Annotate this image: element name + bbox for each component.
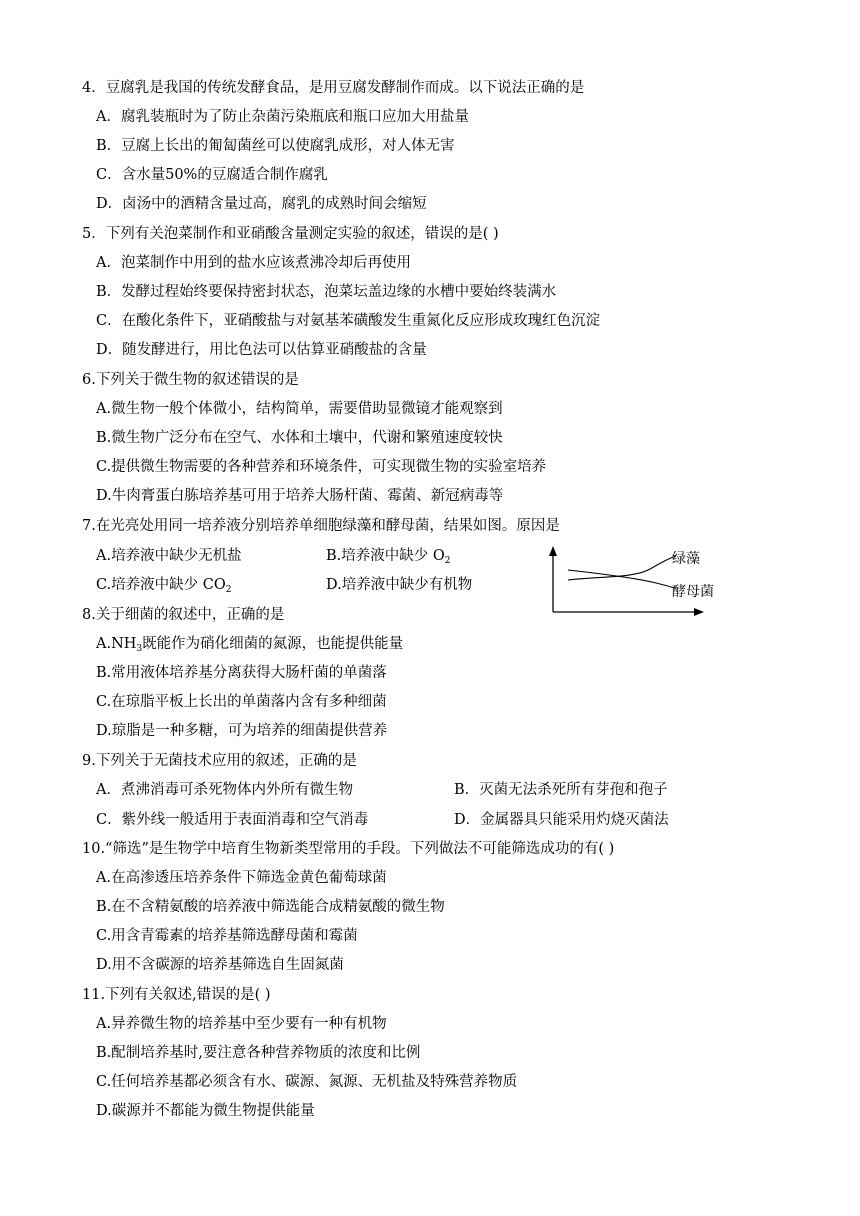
graph-label-green-algae: 绿藻 (672, 551, 700, 567)
growth-graph (544, 546, 734, 616)
question-8-option-a: $A.NH_3$既能作为硝化细菌的氮源，也能提供能量 (96, 636, 404, 654)
question-6-option-a: A.微生物一般个体微小，结构简单，需要借助显微镜才能观察到 (96, 401, 503, 417)
graph-x-arrow (694, 608, 704, 616)
question-7-option-b: B.培养液中缺少 $O_2$ (326, 548, 451, 566)
question-7-option-a: A.培养液中缺少无机盐 (96, 548, 242, 564)
question-6-option-b: B.微生物广泛分布在空气、水体和土壤中，代谢和繁殖速度较快 (96, 430, 503, 446)
question-11-option-a: A.异养微生物的培养基中至少要有一种有机物 (96, 1016, 387, 1032)
question-9-option-a: A．煮沸消毒可杀死物体内外所有微生物 (96, 782, 353, 798)
question-10-option-b: B.在不含精氨酸的培养液中筛选能合成精氨酸的微生物 (96, 899, 445, 915)
question-10-option-d: D.用不含碳源的培养基筛选自生固氮菌 (96, 957, 344, 973)
question-10-option-a: A.在高渗透压培养条件下筛选金黄色葡萄球菌 (96, 870, 387, 886)
question-9-stem: 9.下列关于无菌技术应用的叙述，正确的是 (82, 753, 357, 769)
question-5-option-d: D．随发酵进行，用比色法可以估算亚硝酸盐的含量 (96, 342, 427, 358)
question-4-option-d: D．卤汤中的酒精含量过高，腐乳的成熟时间会缩短 (96, 196, 427, 212)
graph-y-arrow (549, 546, 557, 556)
question-8-option-b: B.常用液体培养基分离获得大肠杆菌的单菌落 (96, 665, 387, 681)
question-5-stem: 5．下列有关泡菜制作和亚硝酸含量测定实验的叙述，错误的是( ) (82, 226, 499, 242)
question-11-option-b: B.配制培养基时,要注意各种营养物质的浓度和比例 (96, 1045, 421, 1061)
question-9-option-c: C．紫外线一般适用于表面消毒和空气消毒 (96, 812, 369, 828)
question-4-stem: 4．豆腐乳是我国的传统发酵食品，是用豆腐发酵制作而成。以下说法正确的是 (82, 80, 585, 96)
question-6-option-d: D.牛肉膏蛋白胨培养基可用于培养大肠杆菌、霉菌、新冠病毒等 (96, 488, 504, 504)
question-9-option-d: D．金属器具只能采用灼烧灭菌法 (454, 812, 669, 828)
question-4-option-b: B．豆腐上长出的匍匐菌丝可以使腐乳成形，对人体无害 (96, 138, 455, 154)
question-4-option-a: A．腐乳装瓶时为了防止杂菌污染瓶底和瓶口应加大用盐量 (96, 109, 469, 125)
question-7-stem: 7.在光亮处用同一培养液分别培养单细胞绿藻和酵母菌，结果如图。原因是 (82, 518, 560, 534)
question-6-option-c: C.提供微生物需要的各种营养和环境条件，可实现微生物的实验室培养 (96, 459, 547, 475)
question-11-option-d: D.碳源并不都能为微生物提供能量 (96, 1103, 315, 1119)
question-5-option-b: B．发酵过程始终要保持密封状态，泡菜坛盖边缘的水槽中要始终装满水 (96, 284, 557, 300)
question-10-option-c: C.用含青霉素的培养基筛选酵母菌和霉菌 (96, 928, 358, 944)
question-8-option-c: C.在琼脂平板上长出的单菌落内含有多种细菌 (96, 694, 387, 710)
question-5-option-a: A．泡菜制作中用到的盐水应该煮沸冷却后再使用 (96, 255, 411, 271)
question-11-stem: 11.下列有关叙述,错误的是( ) (82, 987, 271, 1003)
question-11-option-c: C.任何培养基都必须含有水、碳源、氮源、无机盐及特殊营养物质 (96, 1074, 518, 1090)
question-4-option-c: C．含水量50%的豆腐适合制作腐乳 (96, 167, 328, 183)
question-6-stem: 6.下列关于微生物的叙述错误的是 (82, 372, 299, 388)
question-8-stem: 8.关于细菌的叙述中，正确的是 (82, 607, 285, 623)
question-10-stem: 10.“筛选”是生物学中培育生物新类型常用的手段。下列做法不可能筛选成功的有( ) (82, 841, 615, 857)
question-8-option-d: D.琼脂是一种多糖，可为培养的细菌提供营养 (96, 723, 388, 739)
question-7-option-c: C.培养液中缺少 $CO_2$ (96, 577, 232, 595)
graph-label-yeast: 酵母菌 (672, 584, 714, 600)
question-5-option-c: C．在酸化条件下，亚硝酸盐与对氨基苯磺酸发生重氮化反应形成玫瑰红色沉淀 (96, 313, 601, 329)
question-9-option-b: B．灭菌无法杀死所有芽孢和孢子 (454, 782, 668, 798)
question-7-option-d: D.培养液中缺少有机物 (326, 577, 473, 593)
